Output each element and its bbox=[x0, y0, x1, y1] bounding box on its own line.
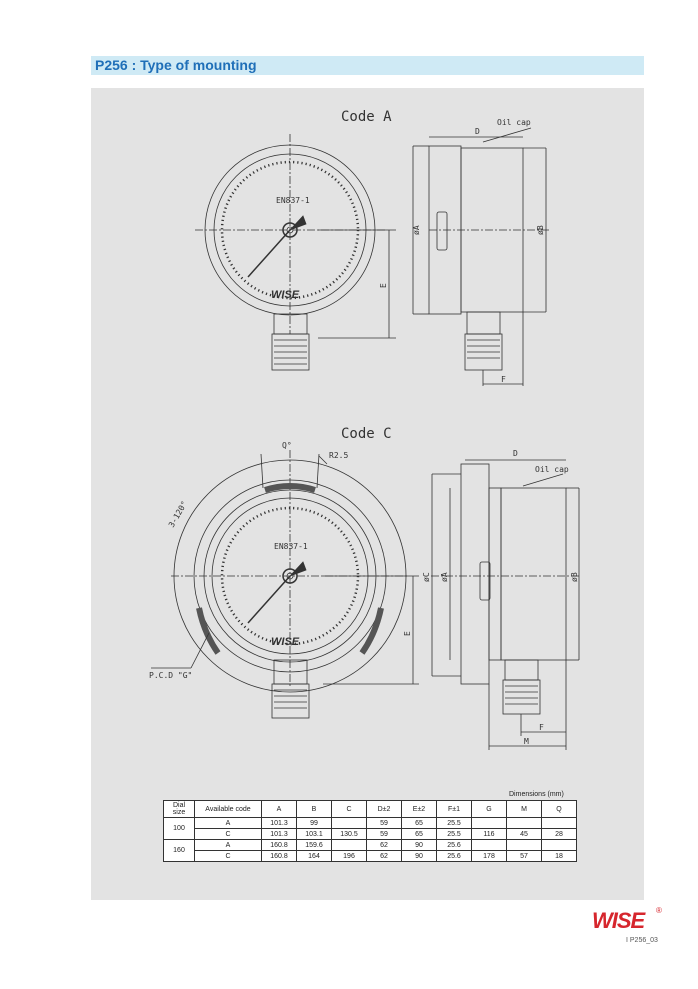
wise-logo: WISE bbox=[592, 908, 645, 933]
table-cell: 57 bbox=[507, 851, 542, 862]
table-cell: 101.3 bbox=[262, 829, 297, 840]
gauge-a-dial-text: EN837-1 bbox=[276, 196, 310, 205]
table-header: C bbox=[332, 801, 367, 818]
gauge-c-side-case bbox=[501, 488, 566, 660]
mounting-slot-right bbox=[362, 608, 381, 653]
label-a-phi-a: øA bbox=[412, 225, 421, 235]
table-cell bbox=[332, 840, 367, 851]
table-header: G bbox=[472, 801, 507, 818]
table-cell bbox=[542, 840, 577, 851]
table-cell: 62 bbox=[367, 851, 402, 862]
table-cell bbox=[542, 818, 577, 829]
table-header-row bbox=[164, 801, 577, 818]
table-cell: C bbox=[195, 829, 262, 840]
table-header: F±1 bbox=[437, 801, 472, 818]
label-a-d: D bbox=[475, 127, 480, 136]
table-header: E±2 bbox=[402, 801, 437, 818]
table-cell: 59 bbox=[367, 818, 402, 829]
code-a-label: Code A bbox=[341, 109, 392, 125]
drawing-panel bbox=[91, 88, 644, 900]
table-cell bbox=[507, 840, 542, 851]
label-a-phi-b: øB bbox=[536, 225, 545, 235]
gauge-c-side-flange bbox=[461, 464, 489, 684]
table-cell: 59 bbox=[367, 829, 402, 840]
section-title: P256 : Type of mounting bbox=[95, 57, 257, 73]
table-row bbox=[164, 840, 577, 851]
table-cell bbox=[507, 818, 542, 829]
label-c-phi-c: øC bbox=[422, 572, 431, 582]
gauge-a-needle bbox=[248, 230, 290, 277]
table-cell: 160.8 bbox=[262, 851, 297, 862]
table-cell: 65 bbox=[402, 818, 437, 829]
table-cell: 100 bbox=[164, 818, 195, 840]
table-cell: 65 bbox=[402, 829, 437, 840]
table-cell: C bbox=[195, 851, 262, 862]
technical-drawing bbox=[91, 88, 644, 900]
table-row bbox=[164, 829, 577, 840]
table-cell: 159.6 bbox=[297, 840, 332, 851]
table-cell: 130.5 bbox=[332, 829, 367, 840]
section-title-bar bbox=[91, 56, 644, 75]
table-header: Dial size bbox=[164, 801, 195, 818]
page-code: I P256_03 bbox=[626, 937, 658, 944]
table-cell: 196 bbox=[332, 851, 367, 862]
table-header: M bbox=[507, 801, 542, 818]
label-c-phi-a: øA bbox=[440, 572, 449, 582]
table-cell bbox=[332, 818, 367, 829]
table-cell: 18 bbox=[542, 851, 577, 862]
table-row bbox=[164, 851, 577, 862]
table-cell: 99 bbox=[297, 818, 332, 829]
label-a-f: F bbox=[501, 375, 506, 384]
label-c-pcd: P.C.D "G" bbox=[149, 671, 193, 680]
label-a-e: E bbox=[379, 283, 388, 288]
label-c-f: F bbox=[539, 723, 544, 732]
label-a-oil-cap: Oil cap bbox=[497, 118, 531, 127]
table-cell: 116 bbox=[472, 829, 507, 840]
table-cell: 90 bbox=[402, 840, 437, 851]
gauge-c-dial-text: EN837-1 bbox=[274, 542, 308, 551]
label-c-m: M bbox=[524, 737, 529, 746]
label-c-oil-cap: Oil cap bbox=[535, 465, 569, 474]
table-header: Q bbox=[542, 801, 577, 818]
table-header: A bbox=[262, 801, 297, 818]
table-cell: 160.8 bbox=[262, 840, 297, 851]
table-cell: 28 bbox=[542, 829, 577, 840]
label-c-q: Q° bbox=[282, 441, 292, 450]
table-cell: A bbox=[195, 840, 262, 851]
label-c-holes: 3-120° bbox=[166, 499, 190, 529]
table-cell: A bbox=[195, 818, 262, 829]
table-cell: 25.6 bbox=[437, 851, 472, 862]
table-cell: 160 bbox=[164, 840, 195, 862]
table-cell: 25.5 bbox=[437, 829, 472, 840]
gauge-c-brand: WISE bbox=[271, 636, 300, 648]
label-c-e: E bbox=[403, 631, 412, 636]
dimensions-table bbox=[163, 800, 577, 862]
table-cell: 178 bbox=[472, 851, 507, 862]
code-c-label: Code C bbox=[341, 426, 392, 442]
table-header: D±2 bbox=[367, 801, 402, 818]
table-cell: 45 bbox=[507, 829, 542, 840]
table-cell: 25.6 bbox=[437, 840, 472, 851]
dimensions-caption: Dimensions (mm) bbox=[509, 791, 564, 798]
table-cell bbox=[472, 818, 507, 829]
table-cell: 62 bbox=[367, 840, 402, 851]
label-c-phi-b: øB bbox=[570, 572, 579, 582]
table-cell: 90 bbox=[402, 851, 437, 862]
table-row bbox=[164, 818, 577, 829]
label-c-r: R2.5 bbox=[329, 451, 349, 460]
table-cell bbox=[472, 840, 507, 851]
gauge-c-needle bbox=[248, 576, 290, 623]
table-cell: 101.3 bbox=[262, 818, 297, 829]
gauge-a-brand: WISE bbox=[271, 289, 300, 301]
registered-mark: ® bbox=[656, 906, 662, 915]
table-header: B bbox=[297, 801, 332, 818]
label-c-d: D bbox=[513, 449, 518, 458]
table-cell: 25.5 bbox=[437, 818, 472, 829]
table-cell: 164 bbox=[297, 851, 332, 862]
table-header: Available code bbox=[195, 801, 262, 818]
table-cell: 103.1 bbox=[297, 829, 332, 840]
